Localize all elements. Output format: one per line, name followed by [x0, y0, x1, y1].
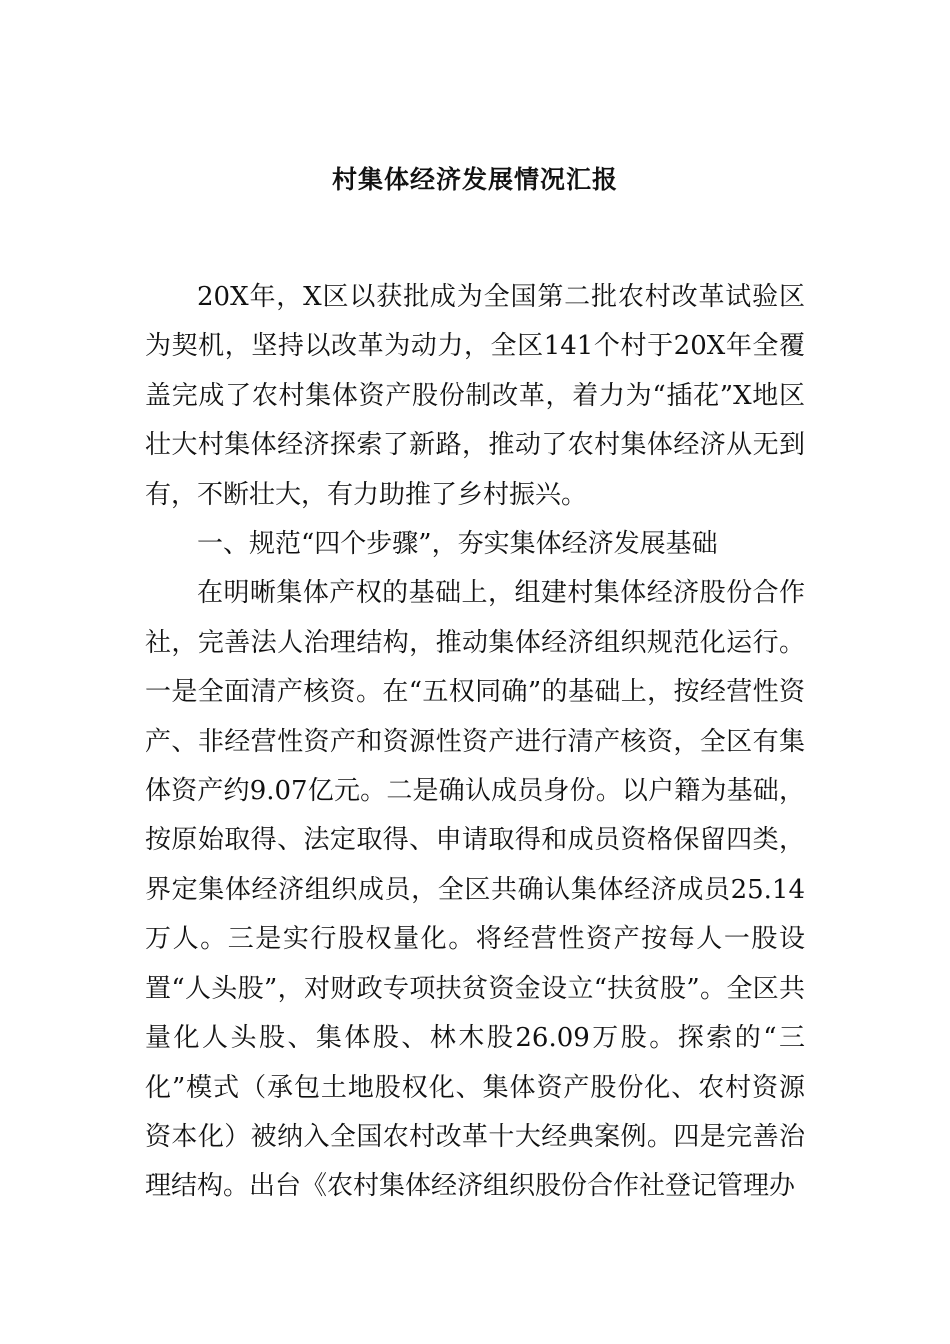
document-body [145, 273, 805, 1212]
paragraph-section-1: 在明晰集体产权的基础上，组建村集体经济股份合作社，完善法人治理结构，推动集体经济组织规范化运行。一是全面清产核资。在“五权同确”的基础上，按经营性资产、非经营性资产和资源性资产进行清产核资，全区有集体资产约9.07亿元。二是确认成员身份。以户籍为基础，按原始取得、法定取得、申请取得和成员资格保留四类，界定集体经济组织成员，全区共确认集体经济成员25.14万人。三是实行股权量化。将经营性资产按每人一股设置“人头股”，对财政专项扶贫资金设立“扶贫股”。全区共量化人头股、集体股、林木股26.09万股。探索的“三化”模式（承包土地股权化、集体资产股份化、农村资源资本化）被纳入全国农村改革十大经典案例。四是完善治理结构。出台《农村集体经济组织股份合作社登记管理办 [145, 578, 805, 1202]
document-title: 村集体经济发展情况汇报 [331, 165, 618, 194]
paragraph-intro: 20X年，X区以获批成为全国第二批农村改革试验区为契机，坚持以改革为动力，全区141个村于20X年全覆盖完成了农村集体资产股份制改革，着力为“插花”X地区壮大村集体经济探索了新路，推动了农村集体经济从无到有，不断壮大，有力助推了乡村振兴。 [145, 282, 805, 510]
section-heading-1: 一、规范“四个步骤”，夯实集体经济发展基础 [197, 529, 718, 560]
